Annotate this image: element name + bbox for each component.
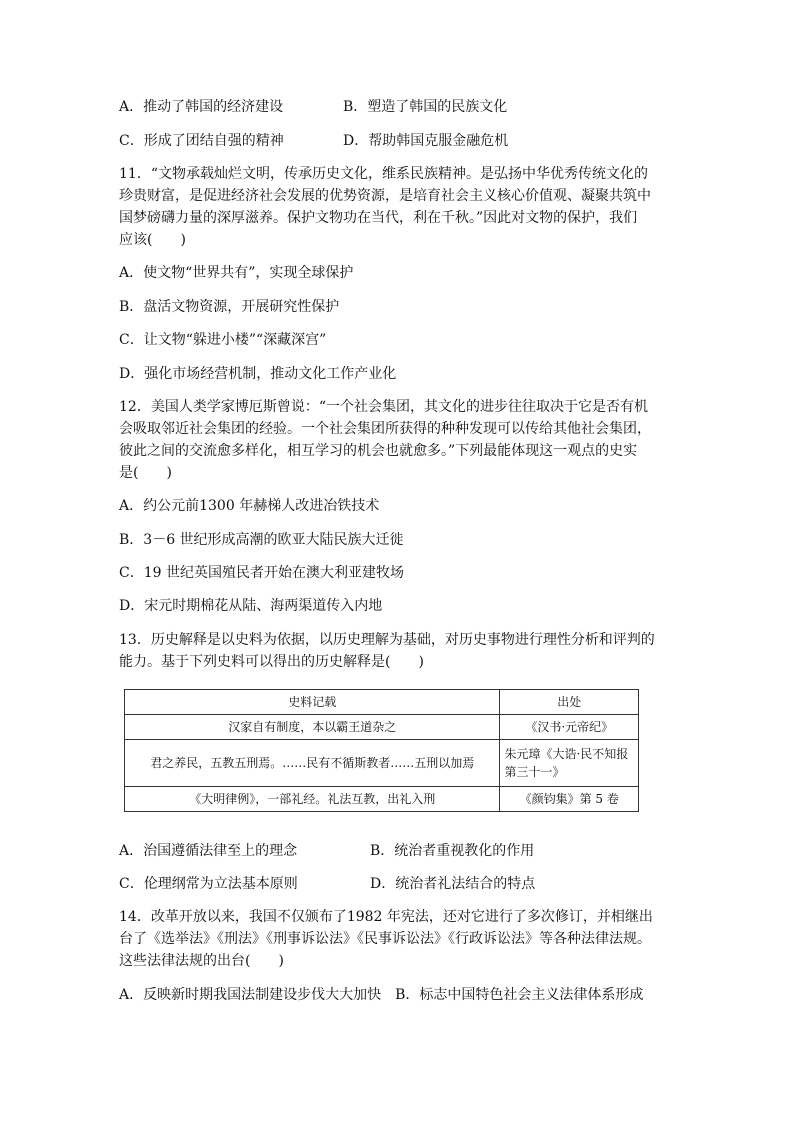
q12-stem-line-3: 彼此之间的交流愈多样化，相互学习的机会也就愈多。”下列最能体现这一观点的史实 bbox=[119, 443, 638, 459]
q12-stem-line-1: 12．美国人类学家博厄斯曾说：“一个社会集团，其文化的进步往往取决于它是否有机 bbox=[119, 399, 648, 415]
table-cell: 《颜钧集》第 5 卷 bbox=[500, 787, 639, 812]
q11-stem-line-4: 应该( ) bbox=[119, 232, 186, 248]
table-cell: 君之养民，五教五刑焉。……民有不循斯教者……五刑以加焉 bbox=[125, 740, 500, 787]
q13-stem-line-2: 能力。基于下列史料可以得出的历史解释是( ) bbox=[119, 654, 424, 670]
table-header-cell: 史料记载 bbox=[125, 690, 500, 715]
q13-option-b[interactable]: B．统治者重视教化的作用 bbox=[370, 843, 535, 859]
q12-option-b[interactable]: B．3－6 世纪形成高潮的欧亚大陆民族大迁徙 bbox=[119, 532, 404, 548]
q13-option-c[interactable]: C．伦理纲常为立法基本原则 bbox=[119, 876, 298, 892]
q10-option-a[interactable]: A．推动了韩国的经济建设 bbox=[119, 99, 284, 115]
q13-stem-line-1: 13．历史解释是以史料为依据，以历史理解为基础，对历史事物进行理性分析和评判的 bbox=[119, 632, 655, 648]
q10-option-d[interactable]: D．帮助韩国克服金融危机 bbox=[343, 133, 509, 149]
q12-option-a[interactable]: A．约公元前1300 年赫梯人改进冶铁技术 bbox=[119, 498, 380, 514]
q11-option-a[interactable]: A．使文物“世界共有”，实现全球保护 bbox=[119, 265, 354, 281]
table-header-cell: 出处 bbox=[500, 690, 639, 715]
table-cell: 《汉书·元帝纪》 bbox=[500, 715, 639, 740]
q11-option-d[interactable]: D．强化市场经营机制，推动文化工作产业化 bbox=[119, 366, 397, 382]
q12-stem-line-2: 会吸取邻近社会集团的经验。一个社会集团所获得的种种发现可以传给其他社会集团， bbox=[119, 421, 651, 437]
q13-option-d[interactable]: D．统治者礼法结合的特点 bbox=[370, 876, 536, 892]
table-row bbox=[125, 740, 639, 787]
q11-stem-line-1: 11．“文物承载灿烂文明，传承历史文化，维系民族精神。是弘扬中华优秀传统文化的 bbox=[119, 166, 648, 182]
q10-option-b[interactable]: B．塑造了韩国的民族文化 bbox=[343, 99, 508, 115]
table-header-row bbox=[125, 690, 639, 715]
q14-stem-line-1: 14．改革开放以来，我国不仅颁布了1982 年宪法，还对它进行了多次修订，并相继出 bbox=[119, 909, 653, 925]
q14-options-a-b[interactable]: A．反映新时期我国法制建设步伐大大加快 B．标志中国特色社会主义法律体系形成 bbox=[119, 987, 644, 1003]
table-cell: 朱元璋《大诰·民不知报第三十一》 bbox=[500, 740, 639, 787]
q12-stem-line-4: 是( ) bbox=[119, 465, 172, 481]
source-table bbox=[124, 689, 639, 812]
table-cell: 汉家自有制度，本以霸王道杂之 bbox=[125, 715, 500, 740]
q12-option-c[interactable]: C．19 世纪英国殖民者开始在澳大利亚建牧场 bbox=[119, 565, 404, 581]
q12-option-d[interactable]: D．宋元时期棉花从陆、海两渠道传入内地 bbox=[119, 598, 383, 614]
q14-stem-line-3: 这些法律法规的出台( ) bbox=[119, 953, 284, 969]
q11-option-c[interactable]: C．让文物“躲进小楼”“深藏深宫” bbox=[119, 332, 327, 348]
table-row bbox=[125, 715, 639, 740]
q11-stem-line-3: 国梦磅礴力量的深厚滋养。保护文物功在当代，利在千秋。”因此对文物的保护，我们 bbox=[119, 210, 638, 226]
table-cell: 《大明律例》，一部礼经。礼法互教，出礼入刑 bbox=[125, 787, 500, 812]
q14-stem-line-2: 台了《选举法》《刑法》《刑事诉讼法》《民事诉讼法》《行政诉讼法》等各种法律法规。 bbox=[119, 931, 651, 947]
q10-option-c[interactable]: C．形成了团结自强的精神 bbox=[119, 133, 284, 149]
q11-option-b[interactable]: B．盘活文物资源，开展研究性保护 bbox=[119, 299, 340, 315]
q11-stem-line-2: 珍贵财富，是促进经济社会发展的优势资源，是培育社会主义核心价值观、凝聚共筑中 bbox=[119, 188, 651, 204]
table-row bbox=[125, 787, 639, 812]
q13-option-a[interactable]: A．治国遵循法律至上的理念 bbox=[119, 843, 298, 859]
